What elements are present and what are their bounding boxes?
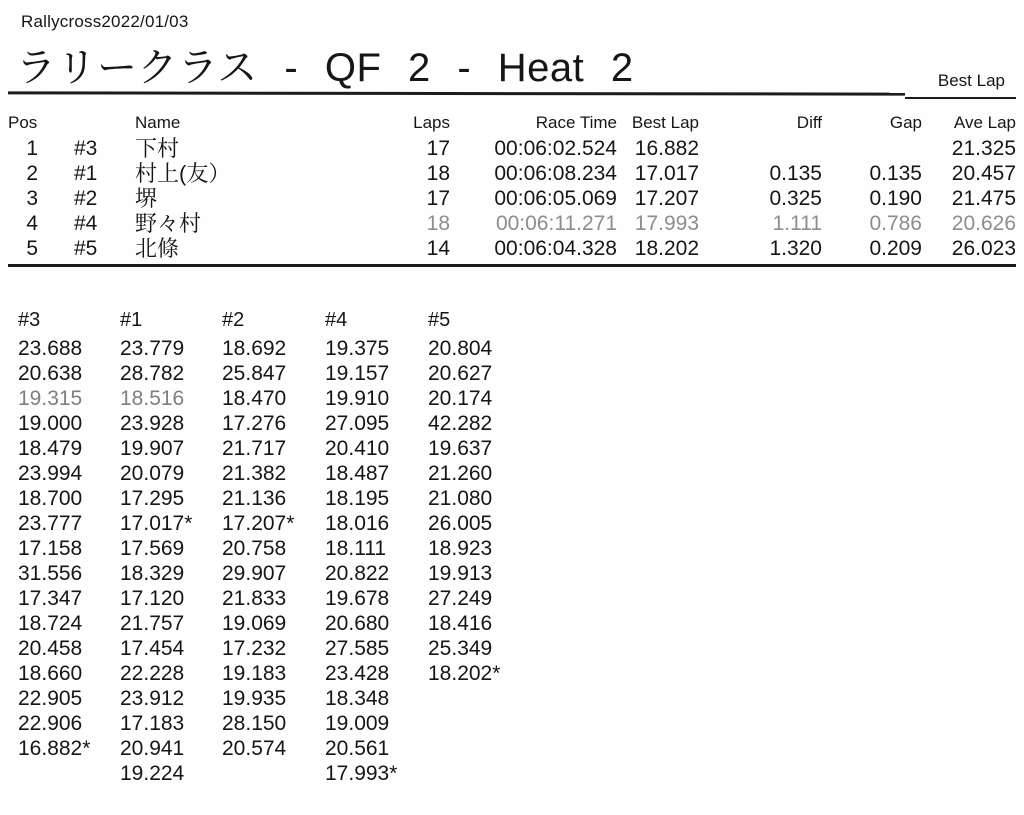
position-cell: 1 — [26, 137, 38, 160]
best-lap-rule — [905, 97, 1016, 99]
lap-time-cell: 18.348 — [325, 687, 390, 710]
race-time-cell: 00:06:08.234 — [494, 162, 617, 185]
lap-time-cell: 21.717 — [222, 437, 287, 460]
lap-time-cell: 28.150 — [222, 712, 287, 735]
lap-time-cell: 20.079 — [120, 462, 185, 485]
lap-times-row — [18, 386, 558, 411]
diff-cell: 1.111 — [772, 212, 822, 235]
lap-time-cell: 20.561 — [325, 737, 390, 760]
col-header-name: Name — [135, 113, 181, 132]
lap-time-cell: 22.228 — [120, 662, 185, 685]
result-row — [8, 186, 1016, 211]
lap-time-cell: 21.080 — [428, 487, 493, 510]
lap-col-header-car4: #4 — [325, 309, 348, 331]
lap-col-header-car5: #5 — [428, 309, 451, 331]
gap-cell: 0.190 — [869, 187, 922, 210]
lap-time-cell — [428, 711, 558, 736]
lap-times-row — [18, 711, 558, 736]
race-time-cell: 00:06:04.328 — [494, 237, 617, 260]
lap-time-cell: 16.882* — [18, 737, 91, 760]
car-number-cell: #5 — [74, 237, 98, 260]
lap-time-cell: 20.574 — [222, 737, 287, 760]
best-lap-cell: 16.882 — [634, 137, 699, 160]
diff-cell — [699, 136, 822, 161]
lap-time-cell: 18.724 — [18, 612, 83, 635]
ave-lap-cell: 21.475 — [951, 187, 1016, 210]
lap-time-cell: 18.195 — [325, 487, 390, 510]
position-cell: 2 — [26, 162, 38, 185]
lap-time-cell — [428, 761, 558, 786]
best-lap-cell: 17.993 — [634, 212, 699, 235]
lap-time-cell: 20.822 — [325, 562, 390, 585]
lap-time-cell: 19.224 — [120, 762, 185, 785]
lap-time-cell: 19.678 — [325, 587, 390, 610]
lap-time-cell: 17.993* — [325, 762, 398, 785]
best-lap-note: Best Lap — [937, 71, 1005, 90]
lap-time-cell: 18.660 — [18, 662, 83, 685]
best-lap-cell: 17.207 — [634, 187, 699, 210]
lap-time-cell: 27.585 — [325, 637, 390, 660]
lap-time-cell: 18.487 — [325, 462, 390, 485]
ave-lap-cell: 20.457 — [951, 162, 1016, 185]
position-cell: 5 — [26, 237, 38, 260]
lap-times-row — [18, 761, 558, 786]
lap-times-header-row — [18, 308, 558, 336]
lap-times-row — [18, 361, 558, 386]
lap-time-cell: 19.637 — [428, 437, 493, 460]
lap-time-cell: 19.375 — [325, 337, 390, 360]
lap-times-row — [18, 336, 558, 361]
lap-time-cell: 18.416 — [428, 612, 493, 635]
result-row — [8, 211, 1016, 236]
lap-time-cell: 26.005 — [428, 512, 493, 535]
lap-col-header-car3: #3 — [18, 309, 41, 331]
page-title: ラリークラス - QF 2 - Heat 2 — [16, 46, 634, 90]
lap-time-cell: 17.207* — [222, 512, 295, 535]
lap-times-row — [18, 636, 558, 661]
laps-cell: 18 — [426, 212, 450, 235]
lap-time-cell: 20.410 — [325, 437, 390, 460]
lap-time-cell: 42.282 — [428, 412, 493, 435]
lap-times-row — [18, 561, 558, 586]
result-row — [8, 161, 1016, 186]
col-header-carno — [46, 106, 118, 136]
results-header-row — [8, 106, 1016, 136]
lap-time-cell: 18.016 — [325, 512, 390, 535]
title-rule — [8, 91, 905, 95]
lap-time-cell: 27.095 — [325, 412, 390, 435]
lap-time-cell: 19.069 — [222, 612, 287, 635]
car-number-cell: #4 — [74, 212, 98, 235]
col-header-laps: Laps — [413, 113, 450, 132]
lap-time-cell — [222, 761, 325, 786]
lap-time-cell: 19.009 — [325, 712, 390, 735]
car-number-cell: #3 — [74, 137, 98, 160]
car-number-cell: #2 — [74, 187, 98, 210]
lap-times-row — [18, 536, 558, 561]
lap-time-cell: 29.907 — [222, 562, 287, 585]
lap-time-cell: 21.136 — [222, 487, 287, 510]
col-header-gap: Gap — [889, 113, 922, 132]
best-lap-cell: 18.202 — [634, 237, 699, 260]
gap-cell: 0.786 — [869, 212, 922, 235]
diff-cell: 0.325 — [769, 187, 822, 210]
lap-time-cell — [428, 736, 558, 761]
lap-time-cell: 18.516 — [120, 387, 185, 410]
lap-time-cell: 18.470 — [222, 387, 287, 410]
driver-name-cell: 北條 — [135, 236, 180, 261]
lap-time-cell: 18.202* — [428, 662, 501, 685]
lap-time-cell: 18.923 — [428, 537, 493, 560]
diff-cell: 1.320 — [769, 237, 822, 260]
results-bottom-rule — [8, 264, 1016, 267]
lap-time-cell: 18.329 — [120, 562, 185, 585]
lap-time-cell: 21.260 — [428, 462, 493, 485]
gap-cell: 0.135 — [869, 162, 922, 185]
lap-time-cell: 19.907 — [120, 437, 185, 460]
lap-time-cell: 18.479 — [18, 437, 83, 460]
lap-times-row — [18, 511, 558, 536]
lap-time-cell: 22.905 — [18, 687, 83, 710]
lap-times-row — [18, 686, 558, 711]
laps-cell: 17 — [426, 137, 450, 160]
lap-time-cell: 19.910 — [325, 387, 390, 410]
ave-lap-cell: 21.325 — [951, 137, 1016, 160]
position-cell: 3 — [26, 187, 38, 210]
lap-times-row — [18, 461, 558, 486]
ave-lap-cell: 20.626 — [951, 212, 1016, 235]
laps-cell: 17 — [426, 187, 450, 210]
lap-time-cell: 17.158 — [18, 537, 83, 560]
event-date-label: Rallycross2022/01/03 — [21, 12, 189, 31]
race-time-cell: 00:06:11.271 — [495, 212, 617, 235]
lap-times-row — [18, 586, 558, 611]
lap-time-cell: 20.174 — [428, 387, 493, 410]
lap-time-cell: 21.382 — [222, 462, 287, 485]
lap-time-cell — [18, 761, 120, 786]
lap-times-row — [18, 411, 558, 436]
lap-time-cell: 25.349 — [428, 637, 493, 660]
lap-time-cell: 21.757 — [120, 612, 185, 635]
lap-col-header-car1: #1 — [120, 309, 143, 331]
lap-time-cell: 18.700 — [18, 487, 83, 510]
lap-time-cell: 17.569 — [120, 537, 185, 560]
lap-times-row — [18, 611, 558, 636]
lap-time-cell: 19.183 — [222, 662, 287, 685]
car-number-cell: #1 — [74, 162, 98, 185]
lap-time-cell: 17.454 — [120, 637, 185, 660]
lap-time-cell: 23.928 — [120, 412, 185, 435]
diff-cell: 0.135 — [769, 162, 822, 185]
lap-times-row — [18, 736, 558, 761]
lap-time-cell: 17.276 — [222, 412, 287, 435]
driver-name-cell: 堺 — [135, 186, 158, 211]
driver-name-cell: 下村 — [135, 136, 180, 161]
lap-time-cell: 19.000 — [18, 412, 83, 435]
laps-cell: 14 — [426, 237, 450, 260]
gap-cell — [822, 136, 922, 161]
lap-time-cell: 23.779 — [120, 337, 185, 360]
lap-time-cell: 19.157 — [325, 362, 390, 385]
lap-time-cell: 21.833 — [222, 587, 287, 610]
lap-time-cell: 22.906 — [18, 712, 83, 735]
lap-times-row — [18, 436, 558, 461]
lap-time-cell: 19.913 — [428, 562, 493, 585]
lap-time-cell: 20.941 — [120, 737, 185, 760]
col-header-diff: Diff — [796, 113, 822, 132]
lap-time-cell: 19.935 — [222, 687, 287, 710]
result-row — [8, 136, 1016, 161]
lap-time-cell: 20.804 — [428, 337, 493, 360]
lap-time-cell: 17.183 — [120, 712, 185, 735]
col-header-race-time: Race Time — [535, 113, 617, 132]
result-row — [8, 236, 1016, 261]
lap-time-cell: 28.782 — [120, 362, 185, 385]
lap-time-cell: 17.120 — [120, 587, 185, 610]
race-time-cell: 00:06:02.524 — [494, 137, 617, 160]
col-header-ave-lap: Ave Lap — [953, 113, 1016, 132]
lap-time-cell: 20.627 — [428, 362, 493, 385]
lap-time-cell: 20.680 — [325, 612, 390, 635]
lap-time-cell: 17.232 — [222, 637, 287, 660]
lap-time-cell: 23.428 — [325, 662, 390, 685]
lap-time-cell: 31.556 — [18, 562, 83, 585]
lap-time-cell: 23.688 — [18, 337, 83, 360]
lap-time-cell: 18.111 — [325, 537, 387, 560]
lap-time-cell: 27.249 — [428, 587, 493, 610]
col-header-pos: Pos — [8, 113, 38, 132]
lap-time-cell: 18.692 — [222, 337, 287, 360]
lap-time-cell: 25.847 — [222, 362, 287, 385]
lap-time-cell: 17.017* — [120, 512, 193, 535]
race-time-cell: 00:06:05.069 — [494, 187, 617, 210]
lap-time-cell: 23.994 — [18, 462, 83, 485]
best-lap-cell: 17.017 — [634, 162, 699, 185]
gap-cell: 0.209 — [869, 237, 922, 260]
lap-time-cell: 20.638 — [18, 362, 83, 385]
driver-name-cell: 野々村 — [135, 211, 202, 236]
lap-times-table — [18, 308, 558, 786]
laps-cell: 18 — [426, 162, 450, 185]
lap-time-cell — [428, 686, 558, 711]
col-header-best-lap: Best Lap — [631, 113, 699, 132]
lap-time-cell: 17.347 — [18, 587, 83, 610]
lap-time-cell: 19.315 — [18, 387, 83, 410]
lap-col-header-car2: #2 — [222, 309, 245, 331]
ave-lap-cell: 26.023 — [951, 237, 1016, 260]
driver-name-cell: 村上(友） — [135, 161, 231, 186]
position-cell: 4 — [26, 212, 38, 235]
lap-time-cell: 23.777 — [18, 512, 83, 535]
lap-times-row — [18, 486, 558, 511]
lap-time-cell: 17.295 — [120, 487, 185, 510]
results-table — [8, 106, 1016, 261]
lap-time-cell: 23.912 — [120, 687, 185, 710]
lap-times-row — [18, 661, 558, 686]
lap-time-cell: 20.758 — [222, 537, 287, 560]
lap-time-cell: 20.458 — [18, 637, 83, 660]
